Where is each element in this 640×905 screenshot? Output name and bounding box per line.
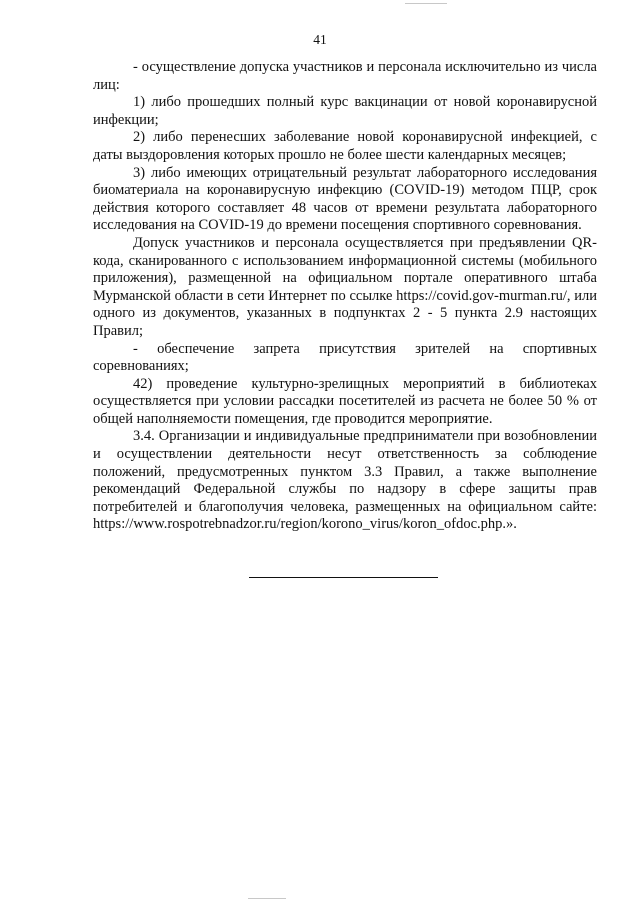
scan-artifact-bottom [248,898,286,899]
paragraph-spectator-ban: - обеспечение запрета присутствия зрителей на спортивных соревнованиях; [93,340,597,375]
page-number: 41 [313,32,327,47]
list-item-negative-test: 3) либо имеющих отрицательный результат лабораторного исследования биоматериала на коронавирусную инфекцию (COVID-19) методом ПЦР, срок действия которого составляет 48 часов от времени результата лабораторного исследования на COVID-19 до времени посещения спортивного соревнования. [93,164,597,234]
document-body [93,59,597,534]
paragraph-qr-code-admission: Допуск участников и персонала осуществляется при предъявлении QR-кода, сканированного с использованием информационной системы (мобильного приложения), размещенной на официальном портале оперативного штаба Мурманской области в сети Интернет по ссылке https://covid.gov-murman.ru/, или одного из документов, указанных в подпунктах 2 - 5 пункта 2.9 настоящих Правил; [93,234,597,339]
paragraph-admission-requirement: - осуществление допуска участников и персонала исключительно из числа лиц: [93,59,597,93]
list-item-vaccinated: 1) либо прошедших полный курс вакцинации от новой коронавирусной инфекции; [93,94,597,128]
paragraph-library-events: 42) проведение культурно-зрелищных мероприятий в библиотеках осуществляется при условии рассадки посетителей из расчета не более 50 % от общей наполняемости помещения, где проводится мероприятие. [93,375,597,427]
closing-divider-line [249,577,438,578]
paragraph-section-3-4: 3.4. Организации и индивидуальные предприниматели при возобновлении и осуществлении деятельности несут ответственность за соблюдение положений, предусмотренных пунктом 3.3 Правил, а также выполнение рекомендаций Федеральной службы по надзору в сфере защиты прав потребителей и благополучия человека, размещенных на официальном сайте: https://www.rospotrebnadzor.ru/region/korono_virus/koron_ofdoc.php.». [93,428,597,533]
list-item-recovered: 2) либо перенесших заболевание новой коронавирусной инфекцией, с даты выздоровления которых прошло не более шести календарных месяцев; [93,129,597,163]
scan-artifact-top [405,3,447,4]
